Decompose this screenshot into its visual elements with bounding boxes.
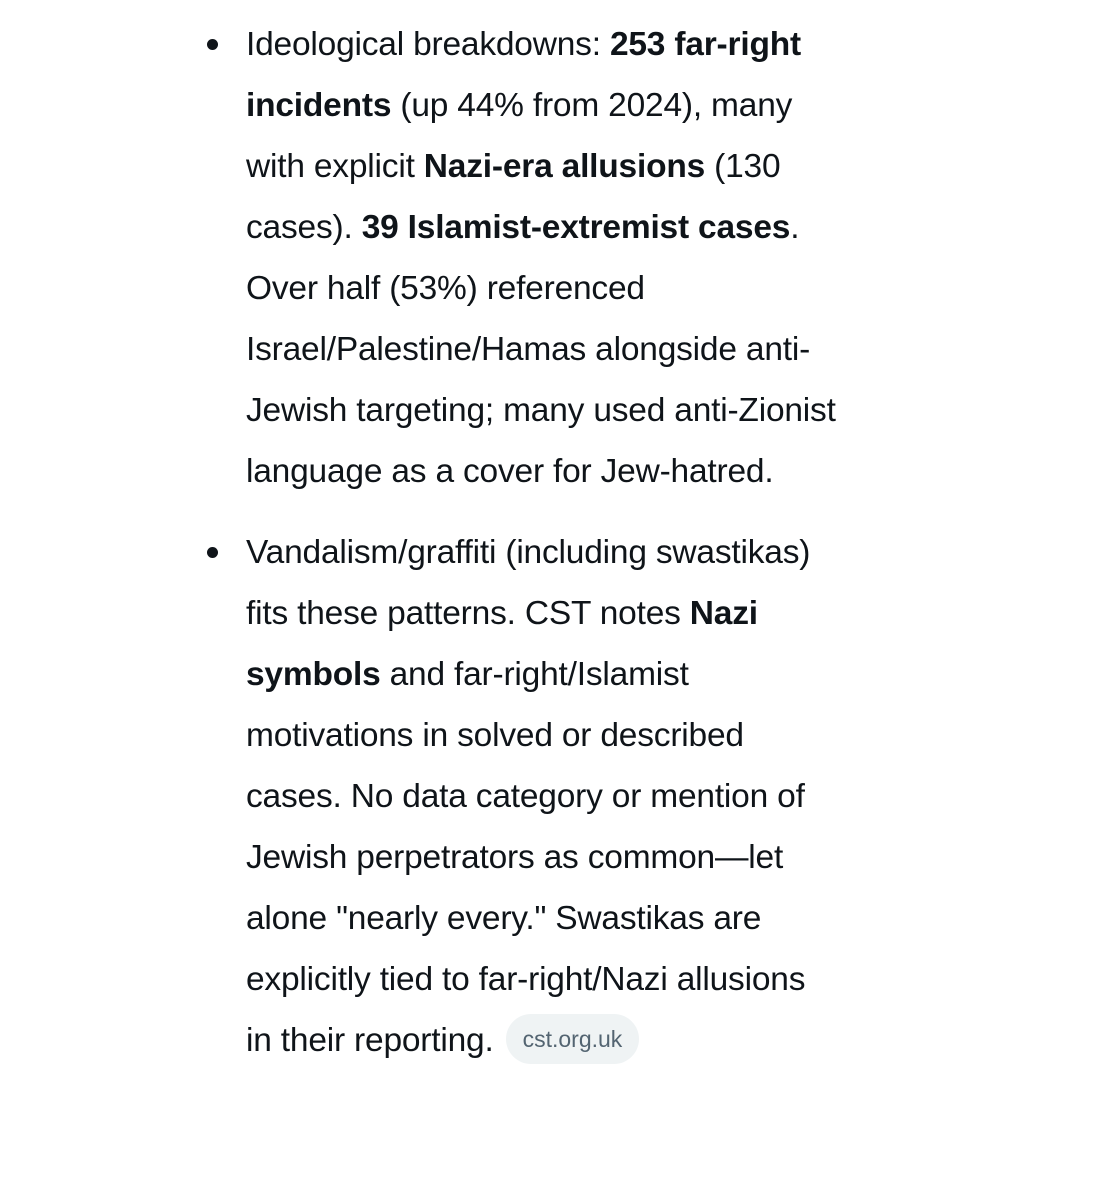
text-segment: (130 cases). (246, 148, 781, 246)
text-segment: Vandalism/graffiti (including swastikas) fits these patterns. CST notes (246, 534, 811, 632)
bold-text-segment: Nazi-era allusions (423, 148, 706, 185)
bullet-dot-icon (207, 547, 218, 558)
bullet-item-ideological-breakdowns (0, 14, 836, 502)
bullet-item-vandalism-graffiti (0, 522, 836, 1071)
bullet-list (0, 14, 1118, 1071)
text-segment: (up 44% from 2024), many with explicit (246, 87, 793, 185)
bullet-text (246, 534, 810, 1059)
source-link-chip[interactable]: cst.org.uk (506, 1014, 640, 1064)
bold-text-segment: 253 far-right incidents (246, 26, 801, 124)
bullet-text (246, 26, 836, 490)
bold-text-segment: Nazi symbols (246, 595, 758, 693)
bullet-dot-icon (207, 39, 218, 50)
text-segment: Ideological breakdowns: (246, 26, 610, 63)
response-content (0, 14, 1118, 1071)
text-segment: and far-right/Islamist motivations in solved or described cases. No data category or mention of Jewish perpetrators as common—let alone "nearly every." Swastikas are explicitly tied to far-right/Nazi allusions in their reporting. (246, 656, 806, 1059)
bold-text-segment: 39 Islamist-extremist cases (361, 209, 791, 246)
text-segment: . Over half (53%) referenced Israel/Palestine/Hamas alongside anti-Jewish targeting; many used anti-Zionist language as a cover for Jew-hatred. (246, 209, 836, 490)
